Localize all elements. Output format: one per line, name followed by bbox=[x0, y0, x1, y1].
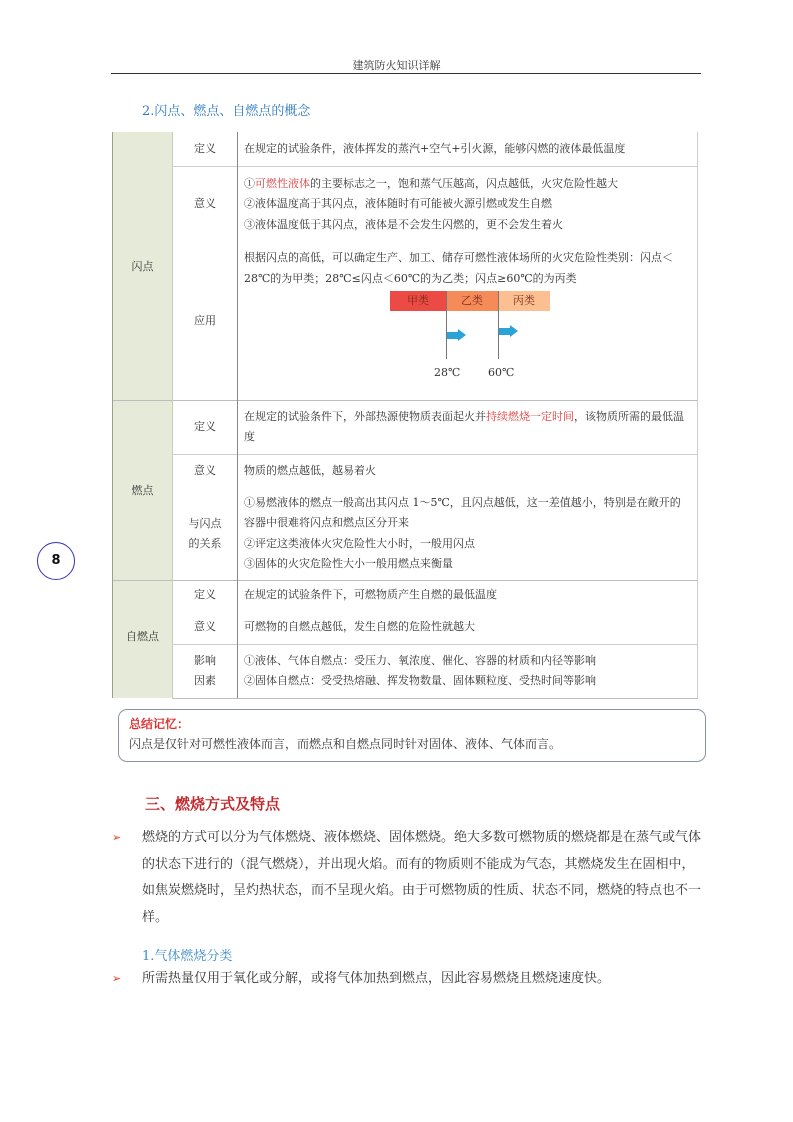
divider-line bbox=[498, 291, 499, 359]
paragraph-text: 燃烧的方式可以分为气体燃烧、液体燃烧、固体燃烧。绝大多数可燃物质的燃烧都是在蒸气或气体的状态下进行的（混气燃烧），并出现火焰。而有的物质则不能成为气态，其燃烧发生在固相中，如焦炭燃烧时，呈灼热状态，而不呈现火焰。由于可燃物质的性质、状态不同，燃烧的特点也不一样。 bbox=[142, 830, 702, 925]
list-marker: ① bbox=[244, 176, 255, 190]
tick-label: 28℃ bbox=[434, 366, 461, 379]
summary-body: 闪点是仅针对可燃性液体而言，而燃点和自燃点同时针对固体、液体、气体而言。 bbox=[129, 737, 562, 751]
summary-box bbox=[118, 709, 706, 762]
row-text bbox=[238, 644, 698, 698]
label-line: 的关系 bbox=[188, 536, 222, 550]
row-label: 意义 bbox=[173, 166, 238, 242]
row-label: 定义 bbox=[173, 132, 238, 166]
row-label: 定义 bbox=[173, 580, 238, 610]
row-label: 意义 bbox=[173, 610, 238, 644]
row-label: 意义 bbox=[173, 454, 238, 488]
category-cell: 燃点 bbox=[113, 400, 173, 580]
text: ①易燃液体的燃点一般高出其闪点 1～5℃，且闪点越低，这一差值越小，特别是在敞开的容器中很难将闪点和燃点区分开来 bbox=[244, 495, 681, 530]
category-cell: 自燃点 bbox=[113, 580, 173, 698]
row-text bbox=[238, 242, 698, 400]
highlight-text: 持续燃烧一定时间 bbox=[486, 409, 574, 423]
row-text bbox=[238, 400, 698, 454]
section-heading: 三、燃烧方式及特点 bbox=[145, 795, 281, 813]
subsection-title: 1.气体燃烧分类 bbox=[142, 949, 233, 964]
band-class-a: 甲类 bbox=[390, 291, 446, 311]
summary-title: 总结记忆： bbox=[129, 717, 190, 731]
text: 的主要标志之一，饱和蒸气压越高，闪点越低，火灾危险性越大 bbox=[310, 176, 618, 190]
label-line: 因素 bbox=[194, 674, 216, 687]
row-text: 可燃物的自燃点越低，发生自燃的危险性就越大 bbox=[238, 610, 698, 644]
bullet-arrow-icon: ➢ bbox=[112, 831, 122, 844]
table-row bbox=[113, 132, 698, 166]
bullet-paragraph bbox=[112, 966, 702, 993]
text: ②评定这类液体火灾危险性大小时，一般用闪点 bbox=[244, 536, 475, 550]
row-text: 物质的燃点越低，越易着火 bbox=[238, 454, 698, 488]
text: ①液体、气体自燃点：受压力、氧浓度、催化、容器的材质和内径等影响 bbox=[244, 653, 596, 667]
table-row bbox=[113, 580, 698, 610]
text: ，该物质所需的最低温度 bbox=[244, 409, 684, 443]
row-label bbox=[173, 488, 238, 580]
row-label: 应用 bbox=[173, 242, 238, 400]
row-text bbox=[238, 488, 698, 580]
table-row bbox=[113, 166, 698, 242]
row-text: 在规定的试验条件，液体挥发的蒸汽+空气+引火源，能够闪燃的液体最低温度 bbox=[238, 132, 698, 166]
bullet-paragraph bbox=[112, 825, 702, 931]
text: ③液体温度低于其闪点，液体是不会发生闪燃的，更不会发生着火 bbox=[244, 217, 563, 231]
table-row bbox=[113, 610, 698, 644]
text: 根据闪点的高低，可以确定生产、加工、储存可燃性液体场所的火灾危险性类别：闪点＜28℃的为甲类；28℃≤闪点＜60℃的为乙类；闪点≥60℃的为丙类 bbox=[244, 251, 673, 285]
category-cell: 闪点 bbox=[113, 132, 173, 400]
row-text bbox=[238, 166, 698, 242]
row-label bbox=[173, 644, 238, 698]
text: ②液体温度高于其闪点，液体随时有可能被火源引燃或发生自燃 bbox=[244, 197, 552, 210]
highlight-text: 可燃性液体 bbox=[255, 176, 310, 190]
row-text: 在规定的试验条件下，可燃物质产生自燃的最低温度 bbox=[238, 580, 698, 610]
concept-table bbox=[112, 132, 698, 699]
table-row bbox=[113, 644, 698, 698]
band-class-c: 丙类 bbox=[498, 291, 550, 311]
table-row bbox=[113, 242, 698, 400]
table-row bbox=[113, 454, 698, 488]
running-header: 建筑防火知识详解 bbox=[352, 59, 441, 72]
bullet-arrow-icon: ➢ bbox=[112, 972, 122, 985]
section-title: 2.闪点、燃点、自燃点的概念 bbox=[142, 104, 311, 119]
table-row bbox=[113, 488, 698, 580]
hazard-class-scale bbox=[244, 291, 691, 391]
page-number-badge: 8 bbox=[37, 542, 75, 580]
divider-line bbox=[446, 291, 447, 359]
text: 在规定的试验条件下，外部热源使物质表面起火并 bbox=[244, 409, 486, 423]
paragraph-text: 所需热量仅用于氧化或分解，或将气体加热到燃点，因此容易燃烧且燃烧速度快。 bbox=[142, 971, 611, 986]
tick-label: 60℃ bbox=[488, 366, 515, 379]
text: ②固体自燃点：受受热熔融、挥发物数量、固体颗粒度、受热时间等影响 bbox=[244, 674, 596, 687]
text: ③固体的火灾危险性大小一般用燃点来衡量 bbox=[244, 557, 453, 571]
row-label: 定义 bbox=[173, 400, 238, 454]
label-line: 影响 bbox=[194, 654, 216, 667]
band-class-b: 乙类 bbox=[446, 291, 498, 311]
label-line: 与闪点 bbox=[188, 516, 222, 530]
header-rule bbox=[111, 73, 701, 74]
table-row bbox=[113, 400, 698, 454]
